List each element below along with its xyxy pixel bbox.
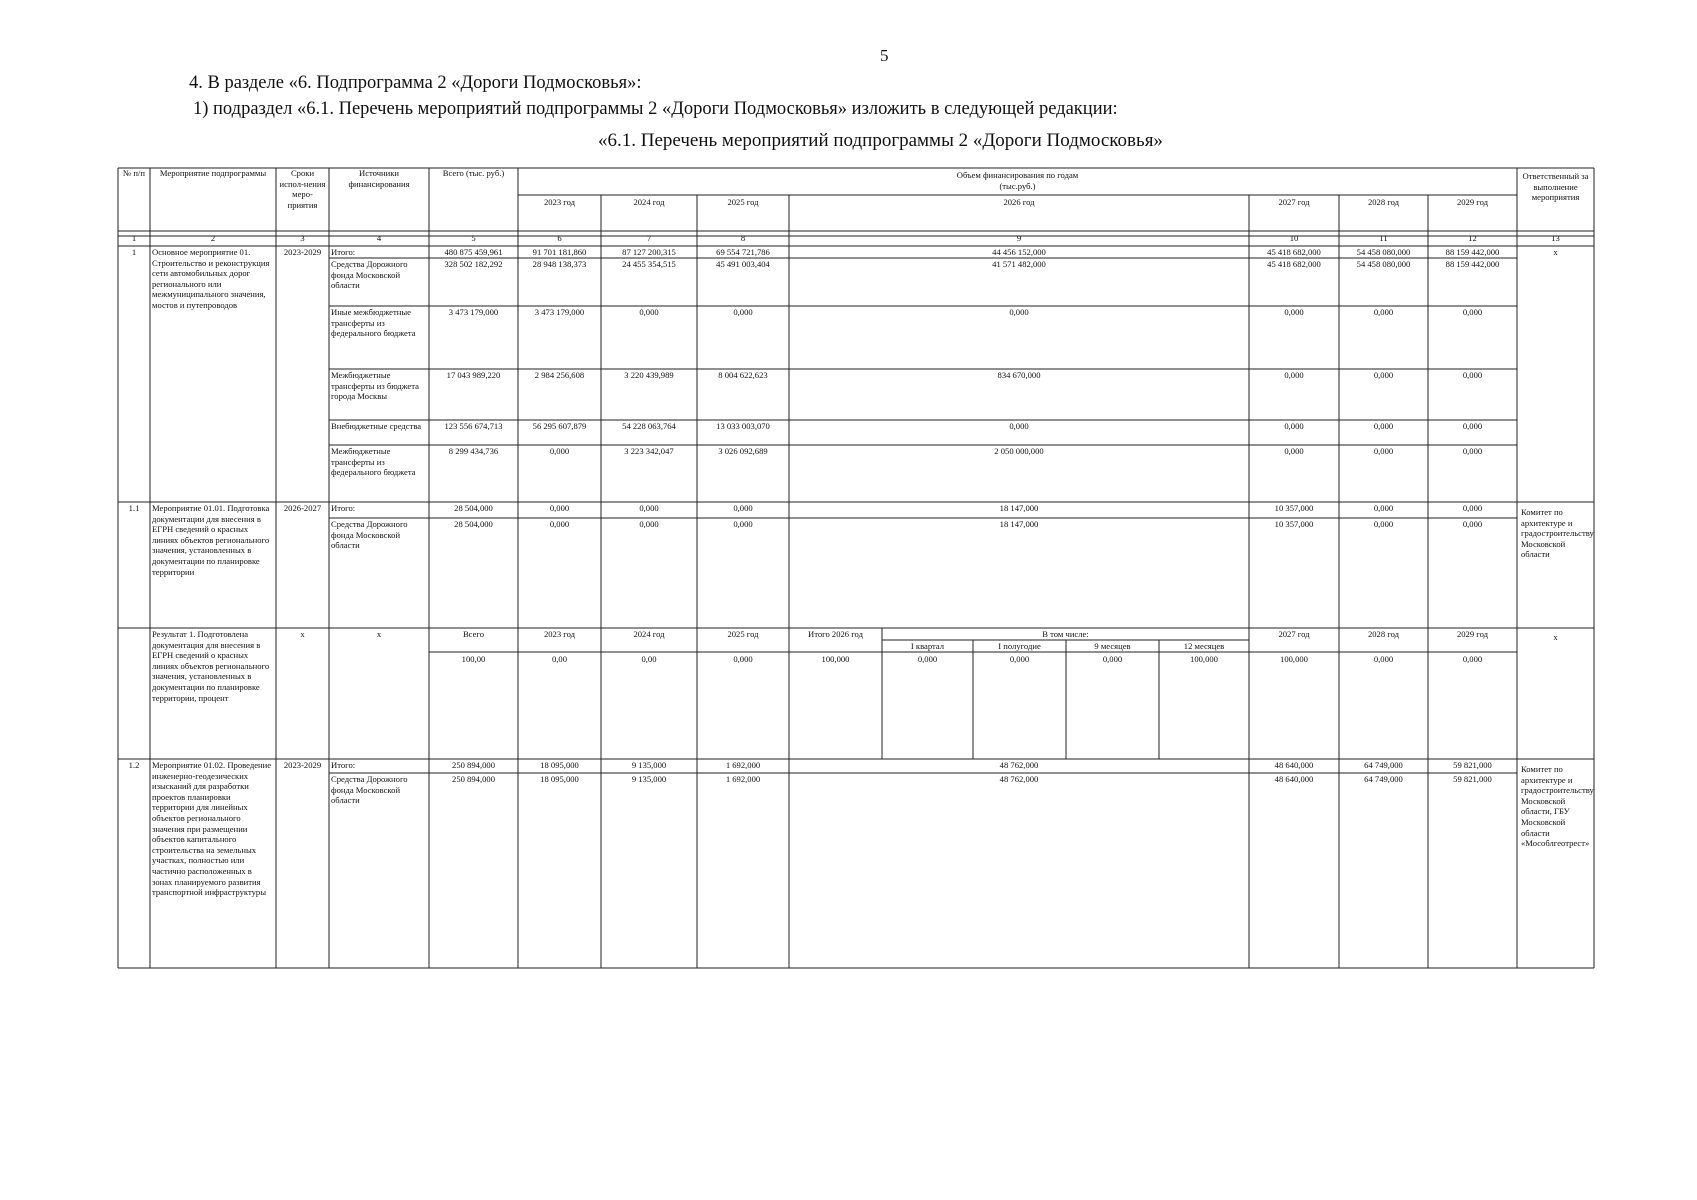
measure-1-1-value: 18 147,000 — [999, 503, 1039, 513]
header-y2025: 2025 год — [727, 197, 759, 207]
measure-1-1-value: 28 504,000 — [454, 503, 493, 513]
measure-1-1-value: 18 147,000 — [999, 519, 1039, 529]
measure-1-1-value: 0,000 — [639, 503, 659, 513]
measure-1-2-value: 250 894,000 — [452, 760, 495, 770]
measure-1-value: 0,000 — [1462, 370, 1483, 380]
result-header-2026: Итого 2026 год — [808, 629, 863, 639]
column-number: 4 — [376, 233, 382, 243]
measure-1-value: 0,000 — [1462, 307, 1483, 317]
result-source: х — [376, 629, 382, 639]
measure-1-2-value: 48 640,000 — [1274, 774, 1314, 784]
intro-line-1: 4. В разделе «6. Подпрограмма 2 «Дороги Подмосковья»: — [189, 73, 642, 93]
header-volume: Объем финансирования по годам — [956, 170, 1079, 180]
measure-1-2-value: 64 749,000 — [1364, 760, 1403, 770]
header-y2026: 2026 год — [1003, 197, 1035, 207]
measure-1-1-value: 0,000 — [1462, 519, 1483, 529]
column-number: 8 — [740, 233, 746, 243]
measure-1-value: 3 473 179,000 — [534, 307, 585, 317]
measure-1-term: 2023-2029 — [283, 247, 322, 257]
result-value: 0,00 — [551, 654, 568, 664]
result-header-2023: 2023 год — [543, 629, 576, 639]
column-number: 6 — [557, 233, 562, 243]
measure-1-value: 0,000 — [1462, 421, 1483, 431]
result-name: Результат 1. Подготовлена документация для внесения в ЕГРН сведений о красных линиях объектов регионального значения, установленных в документации по планировке территории, процент — [152, 629, 270, 703]
measure-1-value: 44 456 152,000 — [992, 247, 1046, 257]
measure-1-value: 69 554 721,786 — [716, 247, 770, 257]
measure-1-value: 3 026 092,689 — [718, 446, 768, 456]
result-header-9m: 9 месяцев — [1094, 641, 1131, 651]
measure-1-2-name: Мероприятие 01.02. Проведение инженерно-геодезических изысканий для разработки проектов планировки территории для линейных объектов регионального значения при размещении объектов капитального строительства на земельных участках, полностью или частично расположенных в зонах планируемого развития транспортной инфраструктуры — [152, 760, 272, 898]
measure-1-name: Основное мероприятие 01. Строительство и реконструкция сети автомобильных дорог регионального или межмуниципального значения, мостов и путепроводов — [152, 247, 270, 310]
measure-1-value: 24 455 354,515 — [622, 259, 676, 269]
measure-1-1-value: 0,000 — [1373, 519, 1394, 529]
measure-1-value: 0,000 — [1284, 446, 1304, 456]
measure-1-value: 0,000 — [1373, 446, 1394, 456]
header-y2029: 2029 год — [1456, 197, 1489, 207]
measure-1-value: 56 295 607,879 — [532, 421, 587, 431]
measure-1-2-value: 18 095,000 — [540, 774, 579, 784]
measure-1-value: 88 159 442,000 — [1445, 247, 1500, 257]
result-header-q1: I квартал — [910, 641, 945, 651]
measure-1-1-source: Итого: — [331, 503, 356, 513]
measure-1-value: 54 458 080,000 — [1356, 247, 1411, 257]
measure-1-1-source: Средства Дорожного фонда Московской области — [331, 519, 408, 551]
result-value: 0,000 — [1373, 654, 1394, 664]
header-sources: Источники финансирования — [348, 168, 410, 189]
measure-1-1-value: 10 357,000 — [1274, 503, 1314, 513]
measure-1-value: 41 571 482,000 — [992, 259, 1046, 269]
result-header-12m: 12 месяцев — [1183, 641, 1225, 651]
measure-1-source: Итого: — [331, 247, 356, 257]
page-number: 5 — [880, 46, 889, 65]
column-number: 2 — [210, 233, 216, 243]
measure-1-1-value: 0,000 — [1373, 503, 1394, 513]
measure-1-2-value: 1 692,000 — [725, 760, 761, 770]
measure-1-value: 45 418 682,000 — [1267, 259, 1321, 269]
measure-1-num: 1 — [131, 247, 137, 257]
measure-1-source: Межбюджетные трансферты из бюджета города Москвы — [331, 370, 419, 402]
measure-1-2-value: 1 692,000 — [725, 774, 761, 784]
column-number: 13 — [1551, 233, 1560, 243]
table-title: «6.1. Перечень мероприятий подпрограммы 2 «Дороги Подмосковья» — [598, 130, 1163, 151]
column-number: 9 — [1016, 233, 1022, 243]
measure-1-value: 0,000 — [1462, 446, 1483, 456]
result-header-total: Всего — [462, 629, 485, 639]
measure-1-2-num: 1.2 — [128, 760, 140, 770]
measure-1-2-value: 64 749,000 — [1364, 774, 1403, 784]
measure-1-2-source: Итого: — [331, 760, 356, 770]
result-value: 100,000 — [821, 654, 850, 664]
measure-1-value: 0,000 — [1284, 421, 1304, 431]
measure-1-value: 91 701 181,860 — [532, 247, 587, 257]
result-value: 100,000 — [1280, 654, 1308, 664]
measure-1-2-value: 48 762,000 — [999, 774, 1039, 784]
measure-1-value: 3 220 439,989 — [624, 370, 674, 380]
result-value: 0,000 — [1009, 654, 1030, 664]
measure-1-value: 87 127 200,315 — [622, 247, 676, 257]
measure-1-1-term: 2026-2027 — [283, 503, 322, 513]
measure-1-value: 0,000 — [1009, 307, 1029, 317]
measure-1-value: 0,000 — [1284, 307, 1304, 317]
result-header-h1: I полугодие — [998, 641, 1041, 651]
measure-1-value: 0,000 — [733, 307, 753, 317]
header-measure: Мероприятие подпрограммы — [159, 168, 267, 178]
measure-1-value: 0,000 — [549, 446, 570, 456]
measure-1-1-value: 0,000 — [733, 503, 753, 513]
measure-1-source: Средства Дорожного фонда Московской области — [331, 259, 408, 291]
measure-1-1-value: 0,000 — [639, 519, 659, 529]
result-responsible: х — [1553, 632, 1558, 642]
measure-1-value: 13 033 003,070 — [716, 421, 770, 431]
result-header-2029: 2029 год — [1456, 629, 1489, 639]
result-value: 0,000 — [1102, 654, 1123, 664]
measure-1-source: Иные межбюджетные трансферты из федерального бюджета — [331, 307, 416, 339]
header-term: Сроки испол-нения меро-приятия — [279, 168, 326, 210]
result-header-including: В том числе: — [1042, 629, 1089, 639]
column-number: 3 — [300, 233, 305, 243]
result-value: 0,000 — [917, 654, 938, 664]
measure-1-value: 0,000 — [1373, 307, 1394, 317]
header-y2027: 2027 год — [1278, 197, 1310, 207]
intro-line-2: 1) подраздел «6.1. Перечень мероприятий подпрограммы 2 «Дороги Подмосковья» изложить в следующей редакции: — [193, 99, 1118, 119]
measure-1-2-value: 9 135,000 — [631, 760, 667, 770]
result-value: 0,000 — [733, 654, 753, 664]
measure-1-value: 2 050 000,000 — [994, 446, 1044, 456]
measure-1-value: 0,000 — [1284, 370, 1304, 380]
measure-1-2-value: 59 821,000 — [1453, 760, 1492, 770]
measure-1-2-value: 18 095,000 — [540, 760, 579, 770]
measure-1-value: 3 223 342,047 — [624, 446, 674, 456]
measure-1-2-value: 250 894,000 — [452, 774, 495, 784]
header-y2024: 2024 год — [633, 197, 665, 207]
measure-1-1-num: 1.1 — [128, 503, 140, 513]
result-value: 100,00 — [461, 654, 486, 664]
measure-1-value: 28 948 138,373 — [532, 259, 587, 269]
measure-1-2-value: 9 135,000 — [631, 774, 667, 784]
column-number: 11 — [1379, 233, 1388, 243]
measure-1-2-responsible: Комитет по архитектуре и градостроительству Московской области, ГБУ Московской области «Мособлгеотрест» — [1521, 764, 1594, 849]
measure-1-value: 54 458 080,000 — [1356, 259, 1411, 269]
measure-1-value: 45 491 003,404 — [716, 259, 770, 269]
column-number: 7 — [646, 233, 652, 243]
measure-1-1-responsible: Комитет по архитектуре и градостроительству Московской области — [1521, 507, 1594, 560]
header-y2028: 2028 год — [1367, 197, 1400, 207]
header-volume-unit: (тыс.руб.) — [999, 181, 1036, 191]
measure-1-source: Межбюджетные трансферты из федерального бюджета — [331, 446, 416, 478]
measure-1-responsible: х — [1553, 247, 1558, 257]
measure-1-value: 2 984 256,608 — [534, 370, 585, 380]
result-term: х — [300, 629, 305, 639]
measure-1-value: 0,000 — [1009, 421, 1029, 431]
measure-1-1-value: 10 357,000 — [1274, 519, 1314, 529]
measure-1-2-term: 2023-2029 — [283, 760, 322, 770]
measure-1-value: 54 228 063,764 — [622, 421, 676, 431]
column-number: 12 — [1468, 233, 1477, 243]
measure-1-value: 45 418 682,000 — [1267, 247, 1321, 257]
measure-1-2-value: 48 762,000 — [999, 760, 1039, 770]
measure-1-value: 0,000 — [639, 307, 659, 317]
measure-1-value: 328 502 182,292 — [444, 259, 503, 269]
result-header-2027: 2027 год — [1278, 629, 1310, 639]
result-value: 0,000 — [1462, 654, 1483, 664]
result-value: 0,00 — [641, 654, 657, 664]
header-responsible: Ответственный за выполнение мероприятия — [1522, 171, 1589, 203]
measure-1-1-value: 0,000 — [549, 519, 570, 529]
measure-1-value: 0,000 — [1373, 421, 1394, 431]
measure-1-1-name: Мероприятие 01.01. Подготовка документации для внесения в ЕГРН сведений о красных линиях объектов регионального значения, установленных в документации по планировке территории — [152, 503, 270, 577]
measure-1-value: 0,000 — [1373, 370, 1394, 380]
result-header-2025: 2025 год — [727, 629, 759, 639]
column-number: 10 — [1289, 233, 1299, 243]
measure-1-value: 3 473 179,000 — [448, 307, 499, 317]
measure-1-1-value: 0,000 — [733, 519, 753, 529]
measure-1-value: 8 004 622,623 — [718, 370, 768, 380]
measure-1-2-source: Средства Дорожного фонда Московской области — [331, 774, 408, 806]
measure-1-value: 123 556 674,713 — [444, 421, 503, 431]
measure-1-source: Внебюджетные средства — [331, 421, 422, 431]
measure-1-2-value: 48 640,000 — [1274, 760, 1314, 770]
measure-1-value: 8 299 434,736 — [448, 446, 499, 456]
column-number: 1 — [131, 233, 137, 243]
result-header-2028: 2028 год — [1367, 629, 1400, 639]
measure-1-value: 480 875 459,961 — [444, 247, 503, 257]
measure-1-value: 17 043 989,220 — [446, 370, 501, 380]
measure-1-1-value: 0,000 — [1462, 503, 1483, 513]
header-num: № п/п — [123, 168, 145, 178]
measure-1-value: 88 159 442,000 — [1445, 259, 1500, 269]
header-y2023: 2023 год — [543, 197, 576, 207]
column-number: 5 — [471, 233, 476, 243]
header-total: Всего (тыс. руб.) — [442, 168, 505, 178]
measure-1-value: 834 670,000 — [997, 370, 1041, 380]
measure-1-1-value: 28 504,000 — [454, 519, 493, 529]
measure-1-1-value: 0,000 — [549, 503, 570, 513]
result-value: 100,000 — [1190, 654, 1218, 664]
result-header-2024: 2024 год — [633, 629, 665, 639]
measure-1-2-value: 59 821,000 — [1453, 774, 1492, 784]
